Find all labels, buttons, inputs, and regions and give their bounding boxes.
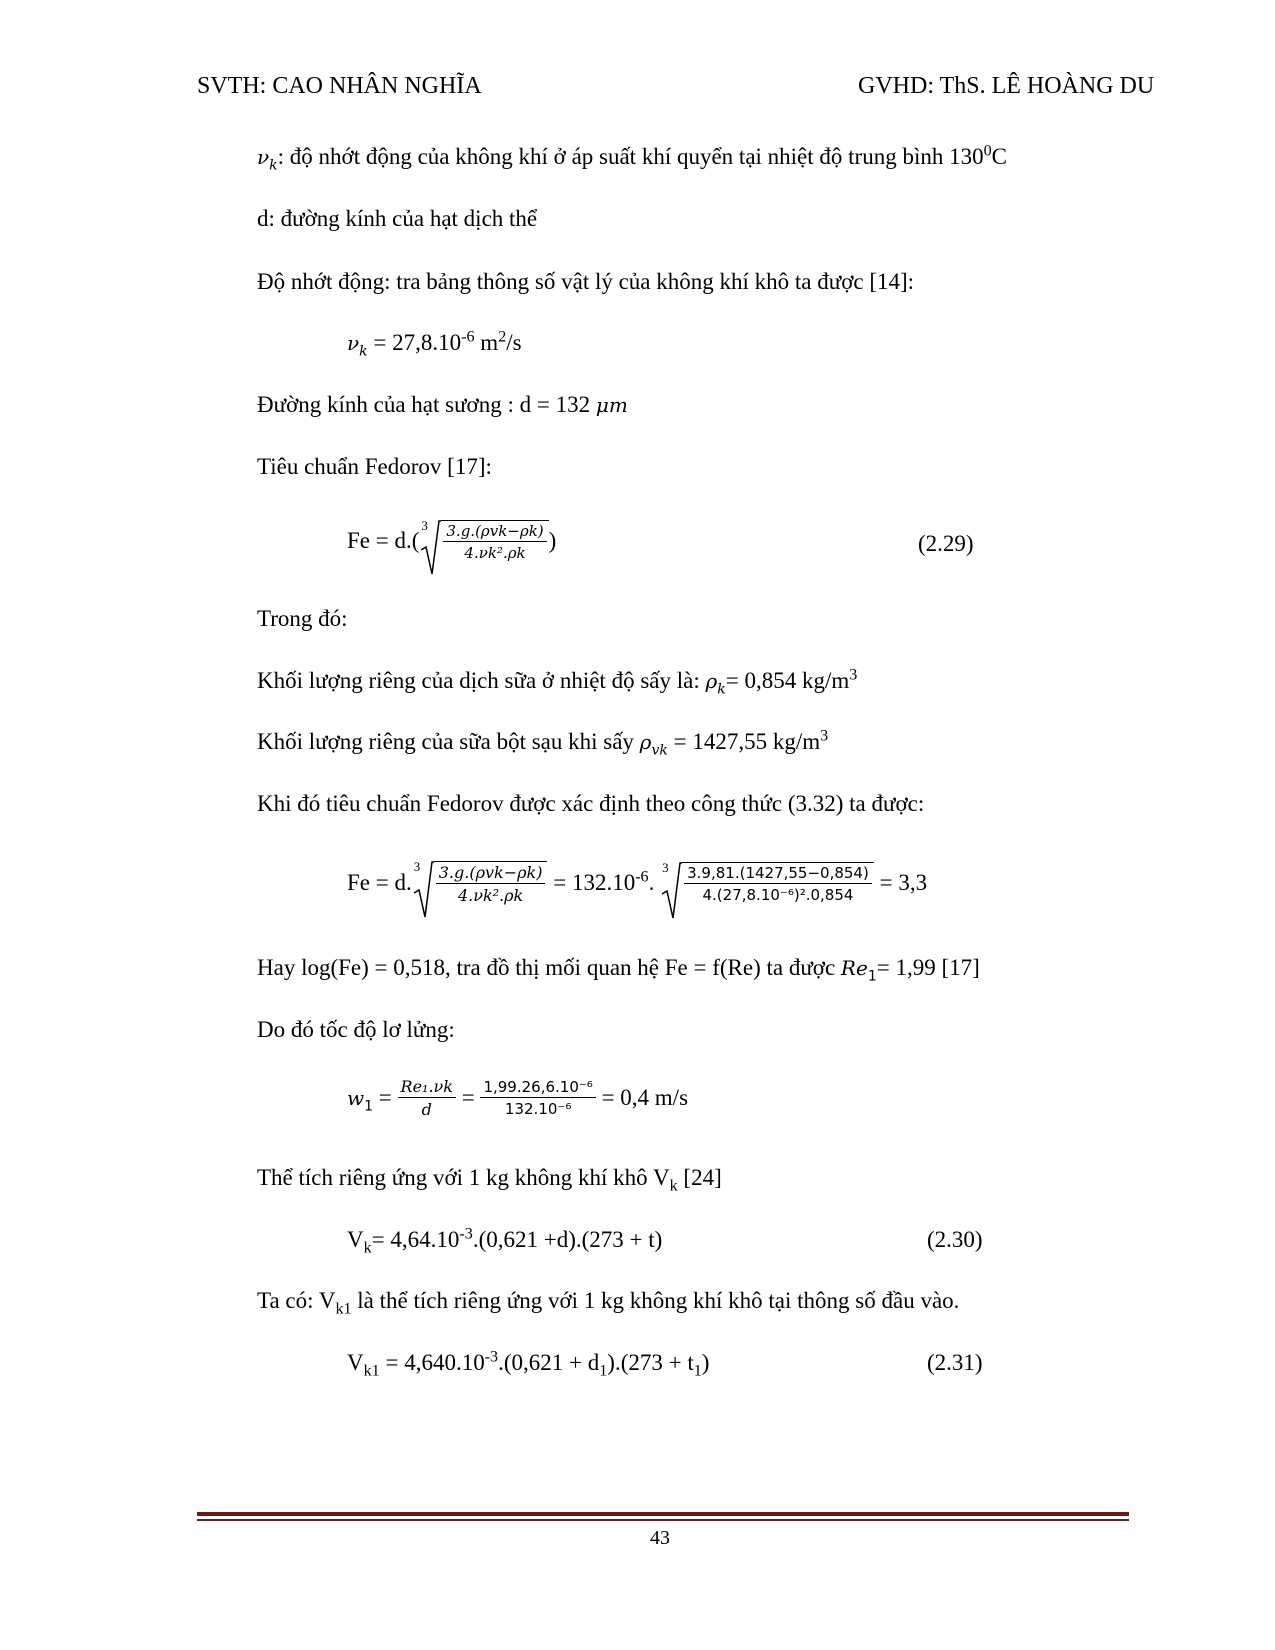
line-end: C xyxy=(991,144,1007,169)
cube-root-2 xyxy=(660,862,874,904)
fraction-denominator: d xyxy=(421,1100,432,1119)
fraction-numerator: Re₁.νk xyxy=(398,1077,456,1098)
equation-number-2-30: (2.30) xyxy=(927,1227,983,1252)
symbol-nu: ν xyxy=(347,331,360,355)
reference: [24] xyxy=(677,1165,722,1190)
value: = 0,854 kg/m xyxy=(725,668,850,693)
sub-1: 1 xyxy=(599,1362,608,1380)
unit: m xyxy=(474,330,499,355)
symbol-sub: k xyxy=(717,681,726,698)
eq-lhs: Fe = d.( xyxy=(347,528,420,553)
root-index: 3 xyxy=(413,859,421,874)
eq-sign: = xyxy=(373,1085,398,1110)
fraction-numerator: 3.g.(ρvk−ρk) xyxy=(436,863,546,884)
text-line-specific-volume xyxy=(257,1165,722,1195)
text-line-suspension-velocity: Do đó tốc độ lơ lửng: xyxy=(257,1017,455,1042)
footer-rule-thick xyxy=(197,1512,1129,1516)
symbol-sub: k xyxy=(359,343,368,360)
text-line-diameter: d: đường kính của hạt dịch thể xyxy=(257,206,538,231)
exponent: -6 xyxy=(461,328,475,346)
unit-end: /s xyxy=(506,330,522,355)
equation-2-30 xyxy=(347,1225,663,1257)
exponent: -3 xyxy=(484,1348,499,1366)
line-text: : độ nhớt động của không khí ở áp suất khí quyển tại nhiệt độ trung bình 130 xyxy=(277,144,984,169)
exponent: -3 xyxy=(459,1225,473,1243)
fraction-numerator: 1,99.26,6.10⁻⁶ xyxy=(480,1078,595,1098)
exponent: -6 xyxy=(635,868,649,886)
eq-lhs: Fe = d. xyxy=(347,870,412,895)
text-line-fedorov-calc: Khi đó tiêu chuẩn Fedorov được xác định theo công thức (3.32) ta được: xyxy=(257,791,925,816)
text-line-milk-density xyxy=(257,666,858,698)
eq-result: = 3,3 xyxy=(873,870,928,895)
root-index: 3 xyxy=(662,860,669,875)
symbol-sub: k1 xyxy=(363,1362,380,1380)
symbol-sub: k xyxy=(363,1239,372,1257)
line-rest: là thể tích riêng ứng với 1 kg không khí khô tại thông số đầu vào. xyxy=(351,1288,960,1313)
symbol-w: w xyxy=(347,1086,365,1110)
root-index: 3 xyxy=(421,518,428,533)
superscript: 0 xyxy=(983,142,992,160)
line-text: Thể tích riêng ứng với 1 kg không khí khô V xyxy=(257,1165,670,1190)
eq-rhs: = 4,640.10 xyxy=(379,1350,485,1375)
symbol-sub: k xyxy=(269,157,278,174)
symbol-re: Re xyxy=(840,956,868,980)
equation-number-2-31: (2.31) xyxy=(927,1350,983,1375)
symbol-sub: 1 xyxy=(867,968,877,985)
eq-lhs: V xyxy=(347,1227,364,1252)
eq-rhs-end: .(0,621 +d).(273 + t) xyxy=(472,1227,663,1252)
text-line-viscosity-value xyxy=(347,328,522,360)
eq-result: = 0,4 m/s xyxy=(595,1085,689,1110)
eq-sign: = xyxy=(455,1085,481,1110)
fraction-denominator: 132.10⁻⁶ xyxy=(504,1100,572,1118)
equation-2-31 xyxy=(347,1348,710,1380)
eq-rhs: = 4,64.10 xyxy=(371,1227,460,1252)
header-advisor: GVHD: ThS. LÊ HOÀNG DU xyxy=(858,73,1155,99)
sub-2: 1 xyxy=(693,1362,702,1380)
line-text: Khối lượng riêng của sữa bột sạu khi sấy xyxy=(257,729,640,754)
cube-root xyxy=(419,520,548,562)
fraction-numerator: 3.g.(ρvk−ρk) xyxy=(443,522,546,542)
text-line-where: Trong đó: xyxy=(257,606,348,631)
fraction-denominator: 4.νk².ρk xyxy=(464,544,526,562)
line-text: Hay log(Fe) = 0,518, tra đồ thị mối quan hệ Fe = f(Re) ta được xyxy=(257,955,841,980)
equation-fedorov-value xyxy=(347,861,927,905)
symbol-sub: k1 xyxy=(335,1300,352,1318)
eq-rhs-end: ) xyxy=(701,1350,710,1375)
text-line-fedorov-criterion: Tiêu chuẩn Fedorov [17]: xyxy=(257,454,492,479)
fraction-denominator: 4.νk².ρk xyxy=(457,886,524,905)
text-line-powder-density xyxy=(257,727,829,759)
eq-mid-end: . xyxy=(648,870,661,895)
eq-rhs-mid: .(0,621 + d xyxy=(498,1350,600,1375)
value: = 27,8.10 xyxy=(367,330,462,355)
line-text: Khối lượng riêng của dịch sữa ở nhiệt độ sấy là: xyxy=(257,668,706,693)
equation-number-2-29: (2.29) xyxy=(918,531,974,556)
text-line-kinematic-viscosity xyxy=(257,142,1007,174)
text-line-inlet-volume xyxy=(257,1288,960,1318)
eq-close: ) xyxy=(548,528,557,553)
eq-mid xyxy=(547,870,660,895)
value: = 1427,55 kg/m xyxy=(667,729,821,754)
text-line-viscosity-lookup: Độ nhớt động: tra bảng thông số vật lý của không khí khô ta được [14]: xyxy=(257,269,915,294)
exponent: 3 xyxy=(849,666,858,684)
eq-lhs xyxy=(347,1085,398,1115)
exponent: 3 xyxy=(820,727,829,745)
text-line-droplet-diameter xyxy=(257,392,628,418)
symbol-sub: 1 xyxy=(364,1098,374,1115)
unit-exponent: 2 xyxy=(498,328,507,346)
cube-root xyxy=(412,861,548,905)
eq-mid-value: = 132.10 xyxy=(547,870,636,895)
symbol-nu: ν xyxy=(257,145,270,169)
symbol-rho: ρ xyxy=(705,669,718,693)
page-number: 43 xyxy=(650,1527,670,1549)
equation-velocity xyxy=(347,1077,688,1119)
value: = 1,99 [17] xyxy=(876,955,980,980)
symbol-sub: vk xyxy=(651,742,668,759)
symbol-sub: k xyxy=(669,1177,678,1195)
unit-micrometer: μm xyxy=(595,393,628,417)
text-line-reynolds xyxy=(257,955,980,985)
line-text: Đường kính của hạt sương : d = 132 xyxy=(257,392,596,417)
line-text: Ta có: V xyxy=(257,1288,336,1313)
symbol-rho: ρ xyxy=(639,730,652,754)
footer-rule-thin xyxy=(197,1519,1129,1521)
header-student: SVTH: CAO NHÂN NGHĨA xyxy=(197,73,482,99)
fraction-numerator: 3.9,81.(1427,55−0,854) xyxy=(684,864,872,884)
eq-lhs: V xyxy=(347,1350,364,1375)
fraction-denominator: 4.(27,8.10⁻⁶)².0,854 xyxy=(702,886,854,904)
equation-2-29 xyxy=(347,520,556,562)
eq-rhs-mid2: ).(273 + t xyxy=(607,1350,694,1375)
